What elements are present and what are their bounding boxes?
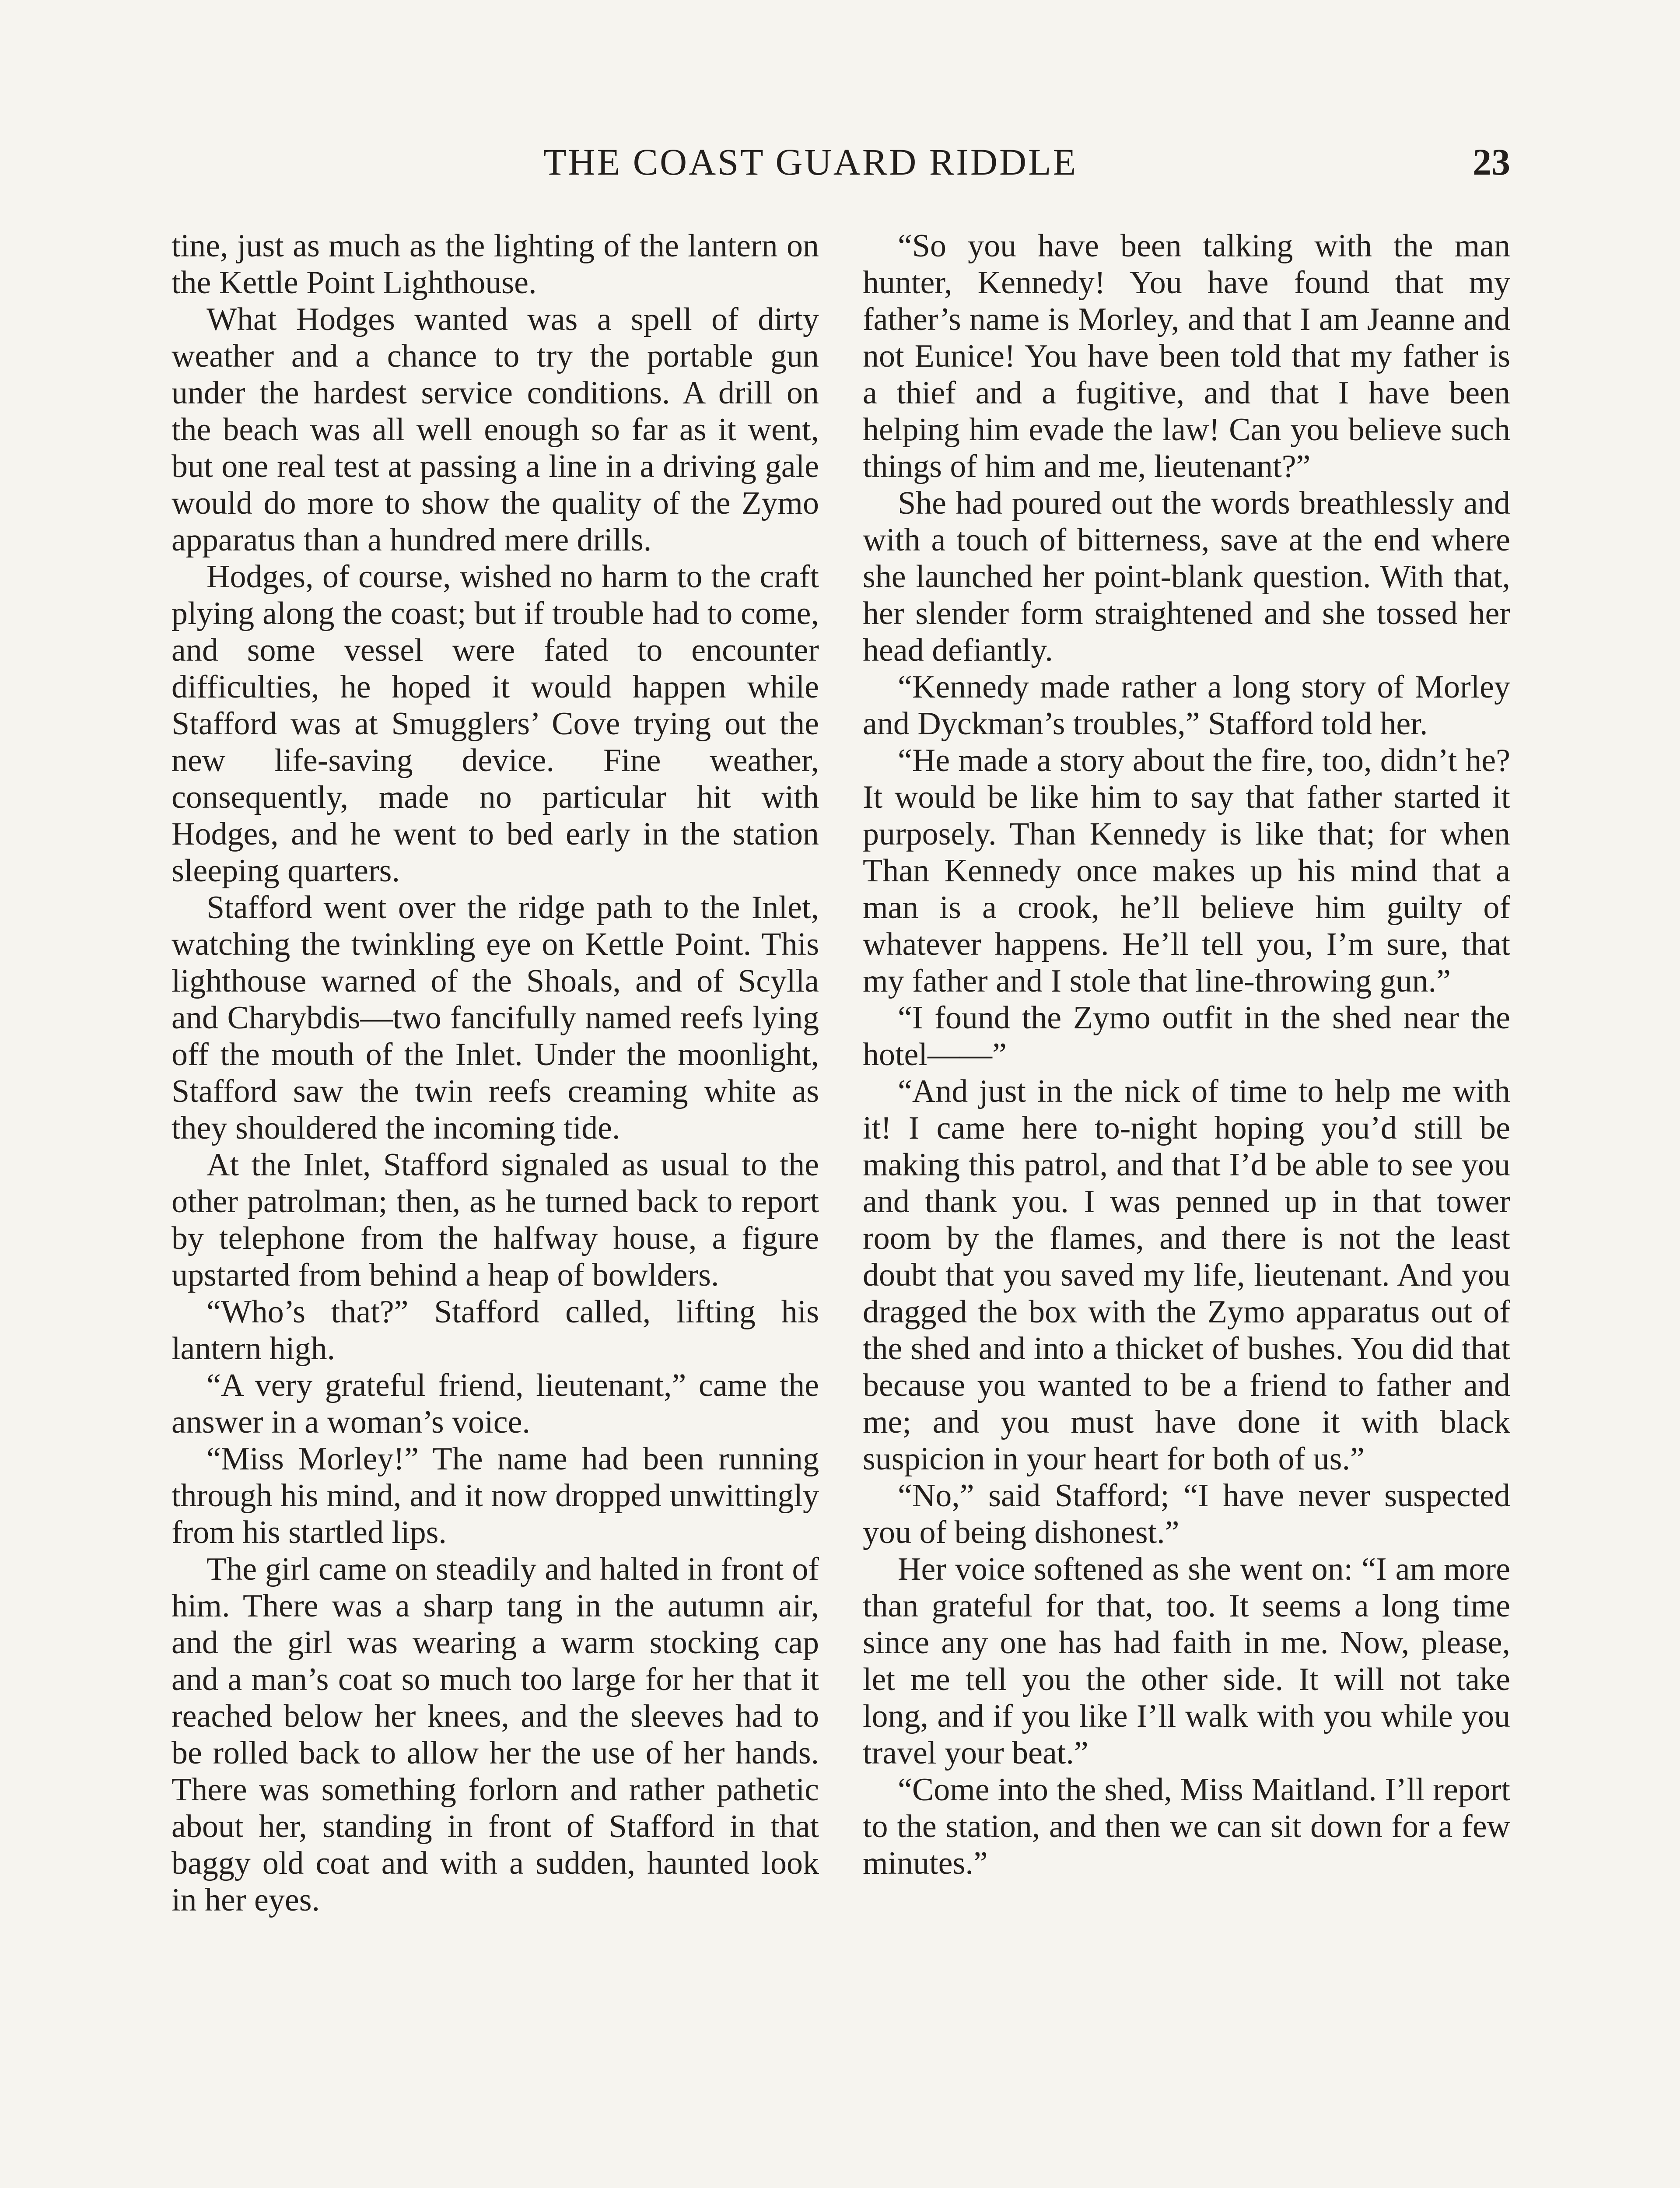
right-column bbox=[863, 228, 1510, 1882]
paragraph: “Come into the shed, Miss Maitland. I’ll report to the station, and then we can sit down for a few minutes.” bbox=[863, 1772, 1510, 1881]
paragraph: “And just in the nick of time to help me with it! I came here to-night hoping you’d still be making this patrol, and that I’d be able to see you and thank you. I was penned up in that tower room by the flames, and there is not the least doubt that you saved my life, lieutenant. And you dragged the box with the Zymo apparatus out of the shed and into a thicket of bushes. You did that because you wanted to be a friend to father and me; and you must have done it with black suspicion in your heart for both of us.” bbox=[863, 1073, 1510, 1477]
running-title: THE COAST GUARD RIDDLE bbox=[543, 141, 1078, 183]
paragraph: The girl came on steadily and halted in front of him. There was a sharp tang in the autumn air, and the girl was wearing a warm stocking cap and a man’s coat so much too large for her that it reached below her knees, and the sleeves had to be rolled back to allow her the use of her hands. There was something forlorn and rather pathetic about her, standing in front of Stafford in that baggy old coat and with a sudden, haunted look in her eyes. bbox=[172, 1551, 819, 1918]
paragraph: “Kennedy made rather a long story of Morley and Dyckman’s troubles,” Stafford told her. bbox=[863, 669, 1510, 742]
paragraph: At the Inlet, Stafford signaled as usual to the other patrolman; then, as he turned back to report by telephone from the halfway house, a figure upstarted from behind a heap of bowlders. bbox=[172, 1147, 819, 1293]
paragraph: Stafford went over the ridge path to the Inlet, watching the twinkling eye on Kettle Point. This lighthouse warned of the Shoals, and of Scylla and Charybdis—two fancifully named reefs lying off the mouth of the Inlet. Under the moonlight, Stafford saw the twin reefs creaming white as they shouldered the incoming tide. bbox=[172, 890, 819, 1146]
paragraph: “I found the Zymo outfit in the shed near the hotel——” bbox=[863, 1000, 1510, 1073]
left-column bbox=[172, 228, 819, 1918]
paragraph: What Hodges wanted was a spell of dirty weather and a chance to try the portable gun under the hardest service conditions. A drill on the beach was all well enough so far as it went, but one real test at passing a line in a driving gale would do more to show the quality of the Zymo apparatus than a hundred mere drills. bbox=[172, 302, 819, 558]
paragraph: tine, just as much as the lighting of the lantern on the Kettle Point Lighthouse. bbox=[172, 228, 819, 301]
paragraph: “No,” said Stafford; “I have never suspected you of being dishonest.” bbox=[863, 1478, 1510, 1550]
page-number: 23 bbox=[1473, 141, 1510, 183]
paragraph: Hodges, of course, wished no harm to the craft plying along the coast; but if trouble had to come, and some vessel were fated to encounter difficulties, he hoped it would happen while Stafford was at Smugglers’ Cove trying out the new life-saving device. Fine weather, consequently, made no particular hit with Hodges, and he went to bed early in the station sleeping quarters. bbox=[172, 559, 819, 889]
paragraph: “So you have been talking with the man hunter, Kennedy! You have found that my father’s name is Morley, and that I am Jeanne and not Eunice! You have been told that my father is a thief and a fugitive, and that I have been helping him evade the law! Can you believe such things of him and me, lieutenant?” bbox=[863, 228, 1510, 484]
paragraph: Her voice softened as she went on: “I am more than grateful for that, too. It seems a long time since any one has had faith in me. Now, please, let me tell you the other side. It will not take long, and if you like I’ll walk with you while you travel your beat.” bbox=[863, 1551, 1510, 1771]
paragraph: “Miss Morley!” The name had been running through his mind, and it now dropped unwittingly from his startled lips. bbox=[172, 1441, 819, 1550]
paragraph: “A very grateful friend, lieutenant,” came the answer in a woman’s voice. bbox=[172, 1368, 819, 1440]
paragraph: “Who’s that?” Stafford called, lifting his lantern high. bbox=[172, 1294, 819, 1367]
page-header bbox=[172, 140, 1510, 193]
paragraph: She had poured out the words breathlessly and with a touch of bitterness, save at the end where she launched her point-blank question. With that, her slender form straightened and she tossed her head defiantly. bbox=[863, 485, 1510, 668]
paragraph: “He made a story about the fire, too, didn’t he? It would be like him to say that father started it purposely. Than Kennedy is like that; for when Than Kennedy once makes up his mind that a man is a crook, he’ll believe him guilty of whatever happens. He’ll tell you, I’m sure, that my father and I stole that line-throwing gun.” bbox=[863, 743, 1510, 999]
